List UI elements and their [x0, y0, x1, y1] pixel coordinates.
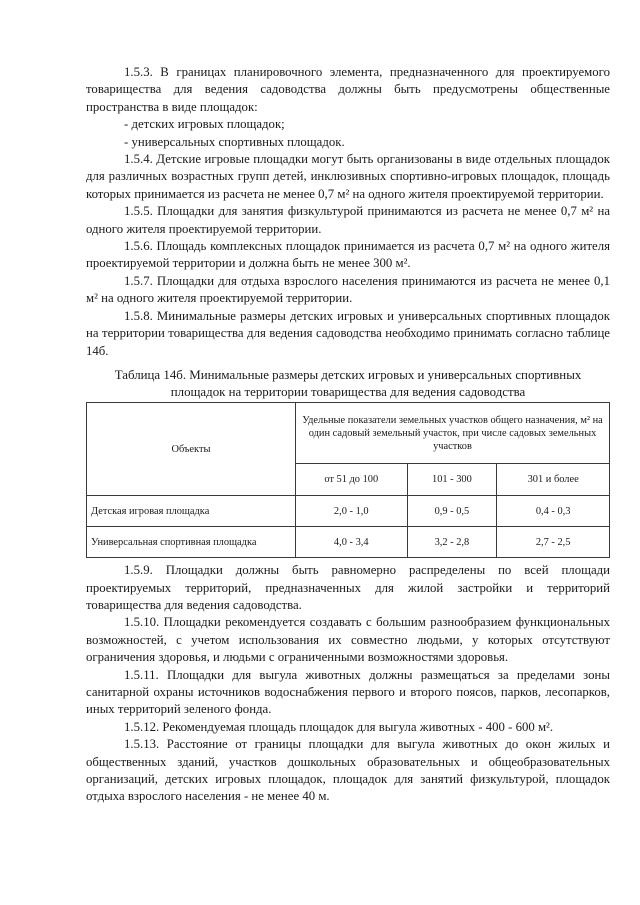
paragraph-1-5-5: 1.5.5. Площадки для занятия физкультурой принимаются из расчета не менее 0,7 м² на одного жителя проектируемой территории.: [86, 204, 610, 236]
row-name: Детская игровая площадка: [87, 496, 296, 527]
subheader-301-more: 301 и более: [497, 464, 610, 496]
table-caption: Таблица 14б. Минимальные размеры детских игровых и универсальных спортивных площадок на территории товарищества для ведения садоводства: [114, 367, 582, 399]
paragraph-1-5-6: 1.5.6. Площадь комплексных площадок принимается из расчета 0,7 м² на одного жителя проектируемой территории и должна быть не менее 300 м².: [86, 239, 610, 271]
paragraph-1-5-4: 1.5.4. Детские игровые площадки могут быть организованы в виде отдельных площадок для различных возрастных групп детей, инклюзивных спортивно-игровых площадок, площадь которых принимается из расчета не менее 0,7 м² на одного жителя проектируемой территории.: [86, 152, 610, 201]
row-name: Универсальная спортивная площадка: [87, 527, 296, 558]
table-row: [87, 527, 610, 558]
table-14b: [86, 402, 610, 558]
list-item-children-playgrounds: - детских игровых площадок;: [124, 117, 285, 132]
header-objects: Объекты: [87, 403, 296, 496]
table-header-row: [87, 403, 610, 464]
row-value: 2,7 - 2,5: [497, 527, 610, 558]
header-indicators: Удельные показатели земельных участков общего назначения, м² на один садовый земельный участок, при числе садовых земельных участков: [296, 403, 610, 464]
row-value: 2,0 - 1,0: [296, 496, 408, 527]
row-value: 0,9 - 0,5: [407, 496, 497, 527]
paragraph-1-5-11: 1.5.11. Площадки для выгула животных должны размещаться за пределами зоны санитарной охраны источников водоснабжения первого и второго поясов, парков, лесопарков, иных территорий зеленого фонда.: [86, 667, 610, 717]
paragraph-1-5-12: 1.5.12. Рекомендуемая площадь площадок для выгула животных - 400 - 600 м².: [124, 719, 554, 734]
paragraph-1-5-7: 1.5.7. Площадки для отдыха взрослого населения принимаются из расчета не менее 0,1 м² на одного жителя проектируемой территории.: [86, 273, 610, 306]
paragraph-1-5-9: 1.5.9. Площадки должны быть равномерно распределены по всей площади проектируемых территорий, предназначенных для жилой застройки и территорий товарищества для ведения садоводства.: [86, 563, 610, 612]
table-row: [87, 496, 610, 527]
row-value: 4,0 - 3,4: [296, 527, 408, 558]
list-item-sports-grounds: - универсальных спортивных площадок.: [124, 134, 345, 149]
subheader-101-300: 101 - 300: [407, 464, 497, 496]
row-value: 3,2 - 2,8: [407, 527, 497, 558]
paragraph-1-5-13: 1.5.13. Расстояние от границы площадки для выгула животных до окон жилых и общественных зданий, участков дошкольных образовательных и общеобразовательных организаций, детских игровых площадок, площадок для занятий физкультурой, площадок отдыха взрослого населения - не менее 40 м.: [86, 737, 610, 804]
paragraph-1-5-8: 1.5.8. Минимальные размеры детских игровых и универсальных спортивных площадок на территории товарищества для ведения садоводства необходимо принимать согласно таблице 14б.: [86, 308, 610, 358]
paragraph-1-5-10: 1.5.10. Площадки рекомендуется создавать с большим разнообразием функциональных возможностей, с учетом использования их совместно людьми, у которых отсутствуют ограничения здоровья, и людьми с ограниченными возможностями здоровья.: [86, 615, 610, 665]
paragraph-1-5-3: 1.5.3. В границах планировочного элемента, предназначенного для проектируемого товарищества для ведения садоводства должны быть предусмотрены общественные пространства в виде площадок:: [86, 65, 610, 114]
row-value: 0,4 - 0,3: [497, 496, 610, 527]
document-page: [86, 64, 610, 806]
subheader-51-100: от 51 до 100: [296, 464, 408, 496]
